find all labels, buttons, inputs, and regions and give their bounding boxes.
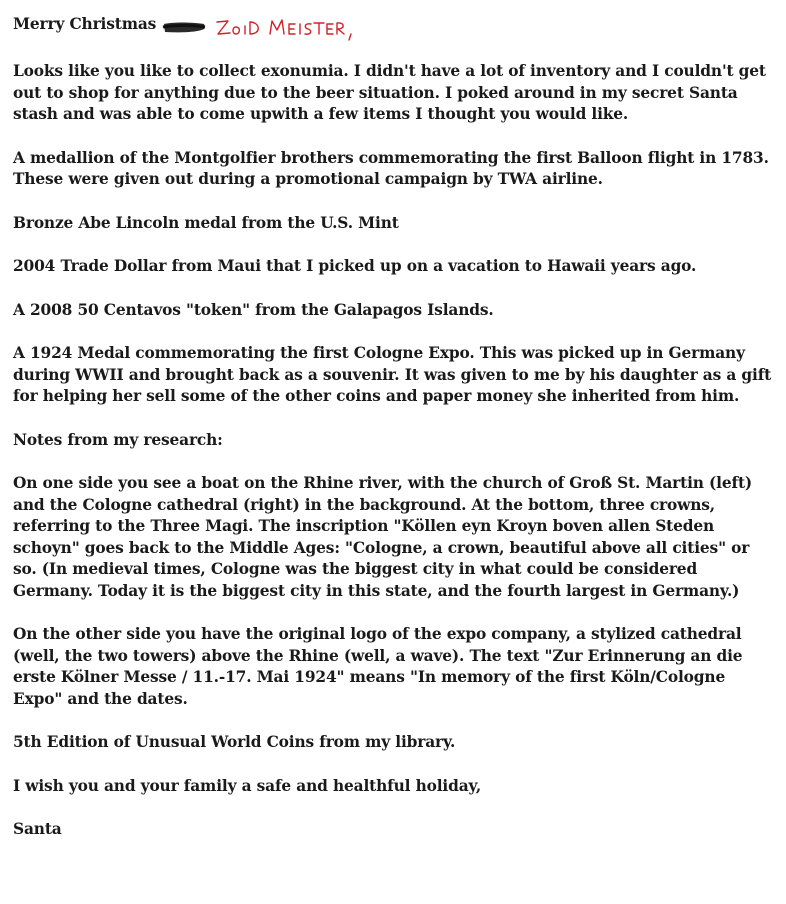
paragraph-centavos: A 2008 50 Centavos "token" from the Galapagos Islands.: [13, 300, 494, 319]
handwritten-name-ink: [214, 12, 384, 42]
paragraph-cologne-medal: A 1924 Medal commemorating the first Cologne Expo. This was picked up in Germany during WWII and brought back as a souvenir. It was given to me by his daughter as a gift for helping her sell some of the other coins and paper money she inherited from him.: [13, 344, 772, 405]
paragraph-notes-side-two: On the other side you have the original logo of the expo company, a stylized cathedral (well, the two towers) above the Rhine (well, a wave). The text "Zur Erinnerung an die erste Kölner Messe / 11.-17. Mai 1924" means "In memory of the first Köln/Cologne Expo" and the dates.: [13, 625, 743, 708]
paragraph-book: 5th Edition of Unusual World Coins from my library.: [13, 733, 456, 751]
paragraph-notes-side-one: On one side you see a boat on the Rhine river, with the church of Groß St. Martin (left) and the Cologne cathedral (right) in the background. At the bottom, three crowns, referring to the Three Magi. The inscription "Köllen eyn Kroyn boven allen Steden schoyn" goes back to the Middle Ages: "Cologne, a crown, beautiful above all cities" or so. (In medieval times, Cologne was the biggest city in what could be considered Germany. Today it is the biggest city in this state, and the fourth largest in Germany.): [13, 474, 753, 600]
letter-body: [13, 14, 775, 863]
paragraph-trade-dollar: 2004 Trade Dollar from Maui that I picked up on a vacation to Hawaii years ago.: [13, 257, 697, 275]
paragraph-closing: I wish you and your family a safe and healthful holiday,: [13, 776, 482, 795]
paragraph-intro: Looks like you like to collect exonumia. I didn't have a lot of inventory and I couldn't get out to shop for anything due to the beer situation. I poked around in my secret Santa stash and was able to come upwith a few items I thought you would like.: [13, 62, 766, 123]
greeting-line: [13, 14, 775, 36]
paragraph-notes-heading: Notes from my research:: [13, 430, 223, 449]
paragraph-lincoln: Bronze Abe Lincoln medal from the U.S. Mint: [13, 213, 399, 232]
paragraph-montgolfier: A medallion of the Montgolfier brothers commemorating the first Balloon flight in 1783. These were given out during a promotional campaign by TWA airline.: [13, 148, 769, 188]
handwritten-name: [214, 12, 384, 42]
signature: Santa: [13, 820, 62, 838]
greeting: Merry Christmas: [13, 15, 157, 34]
redacted-name-mark: [162, 19, 206, 32]
